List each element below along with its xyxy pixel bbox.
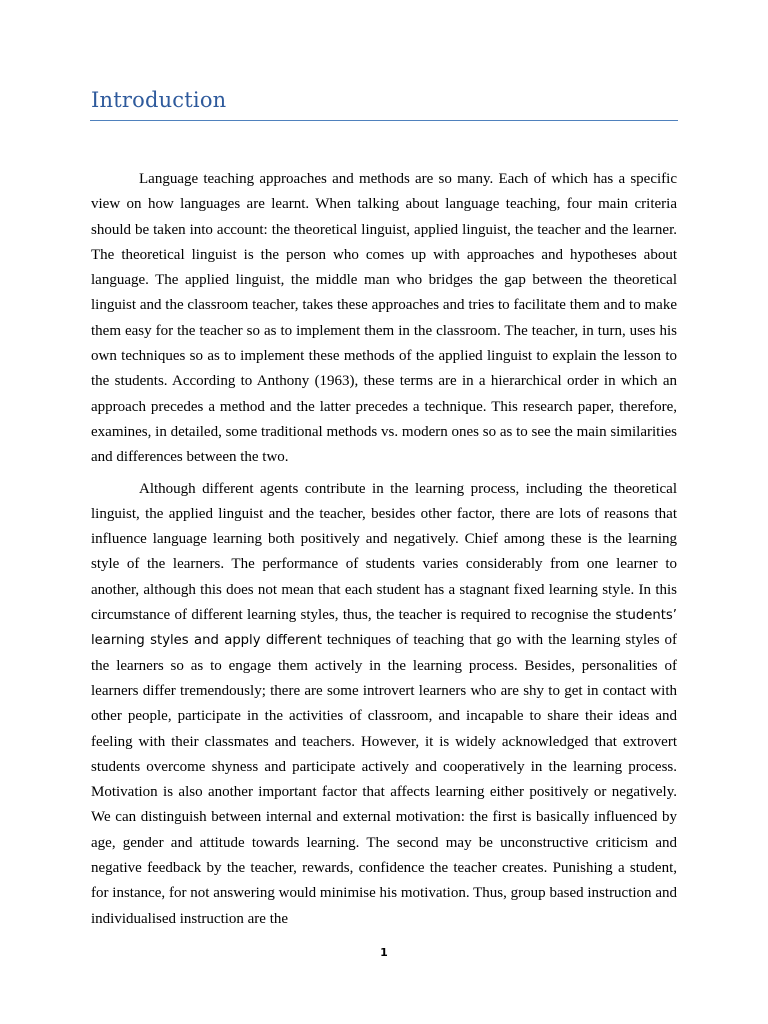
page-number: 1 [380,946,388,959]
paragraph-2 [91,477,677,932]
paragraph-2-text-c: techniques of teaching that go with the learning styles of the learners so as to engage them actively in the learning process. Besides, personalities of learners differ tremendously; there are some introvert learners who are shy to get in contact with other people, participate in the activities of classroom, and incapable to share their ideas and feeling with their classmates and teachers. However, it is widely acknowledged that extrovert students overcome shyness and participate actively and cooperatively in the learning process. Motivation is also another important factor that affects learning either positively or negatively. We can distinguish between internal and external motivation: the first is basically influenced by age, gender and attitude towards learning. The second may be unconstructive criticism and negative feedback by the teacher, rewards, confidence the teacher creates. Punishing a student, for instance, for not answering would minimise his motivation. Thus, group based instruction and individualised instruction are the [91,632,678,927]
section-heading: Introduction [91,88,227,112]
paragraph-1: Language teaching approaches and methods are so many. Each of which has a specific view on how languages are learnt. When talking about language teaching, four main criteria should be taken into account: the theoretical linguist, applied linguist, the teacher and the learner. The theoretical linguist is the person who comes up with approaches and hypotheses about language. The applied linguist, the middle man who bridges the gap between the theoretical linguist and the classroom teacher, takes these approaches and tries to facilitate them and to make them easy for the teacher so as to implement them in the classroom. The teacher, in turn, uses his own techniques so as to implement these methods of the applied linguist to explain the lesson to the students. According to Anthony (1963), these terms are in a hierarchical order in which an approach precedes a method and the latter precedes a technique. This research paper, therefore, examines, in detailed, some traditional methods vs. modern ones so as to see the main similarities and differences between the two. [91,171,677,466]
paragraph-2-text-b: students’ learning styles and apply different [91,608,677,649]
body-text [91,167,677,932]
heading-underline [90,120,678,121]
paragraph-2-text-a: Although different agents contribute in the learning process, including the theoretical linguist, the applied linguist and the teacher, besides other factor, there are lots of reasons that influence language learning both positively and negatively. Chief among these is the learning style of the learners. The performance of students varies considerably from one learner to another, although this does not mean that each student has a stagnant fixed learning style. In this circumstance of different learning styles, thus, the teacher is required to recognise the [91,480,677,624]
